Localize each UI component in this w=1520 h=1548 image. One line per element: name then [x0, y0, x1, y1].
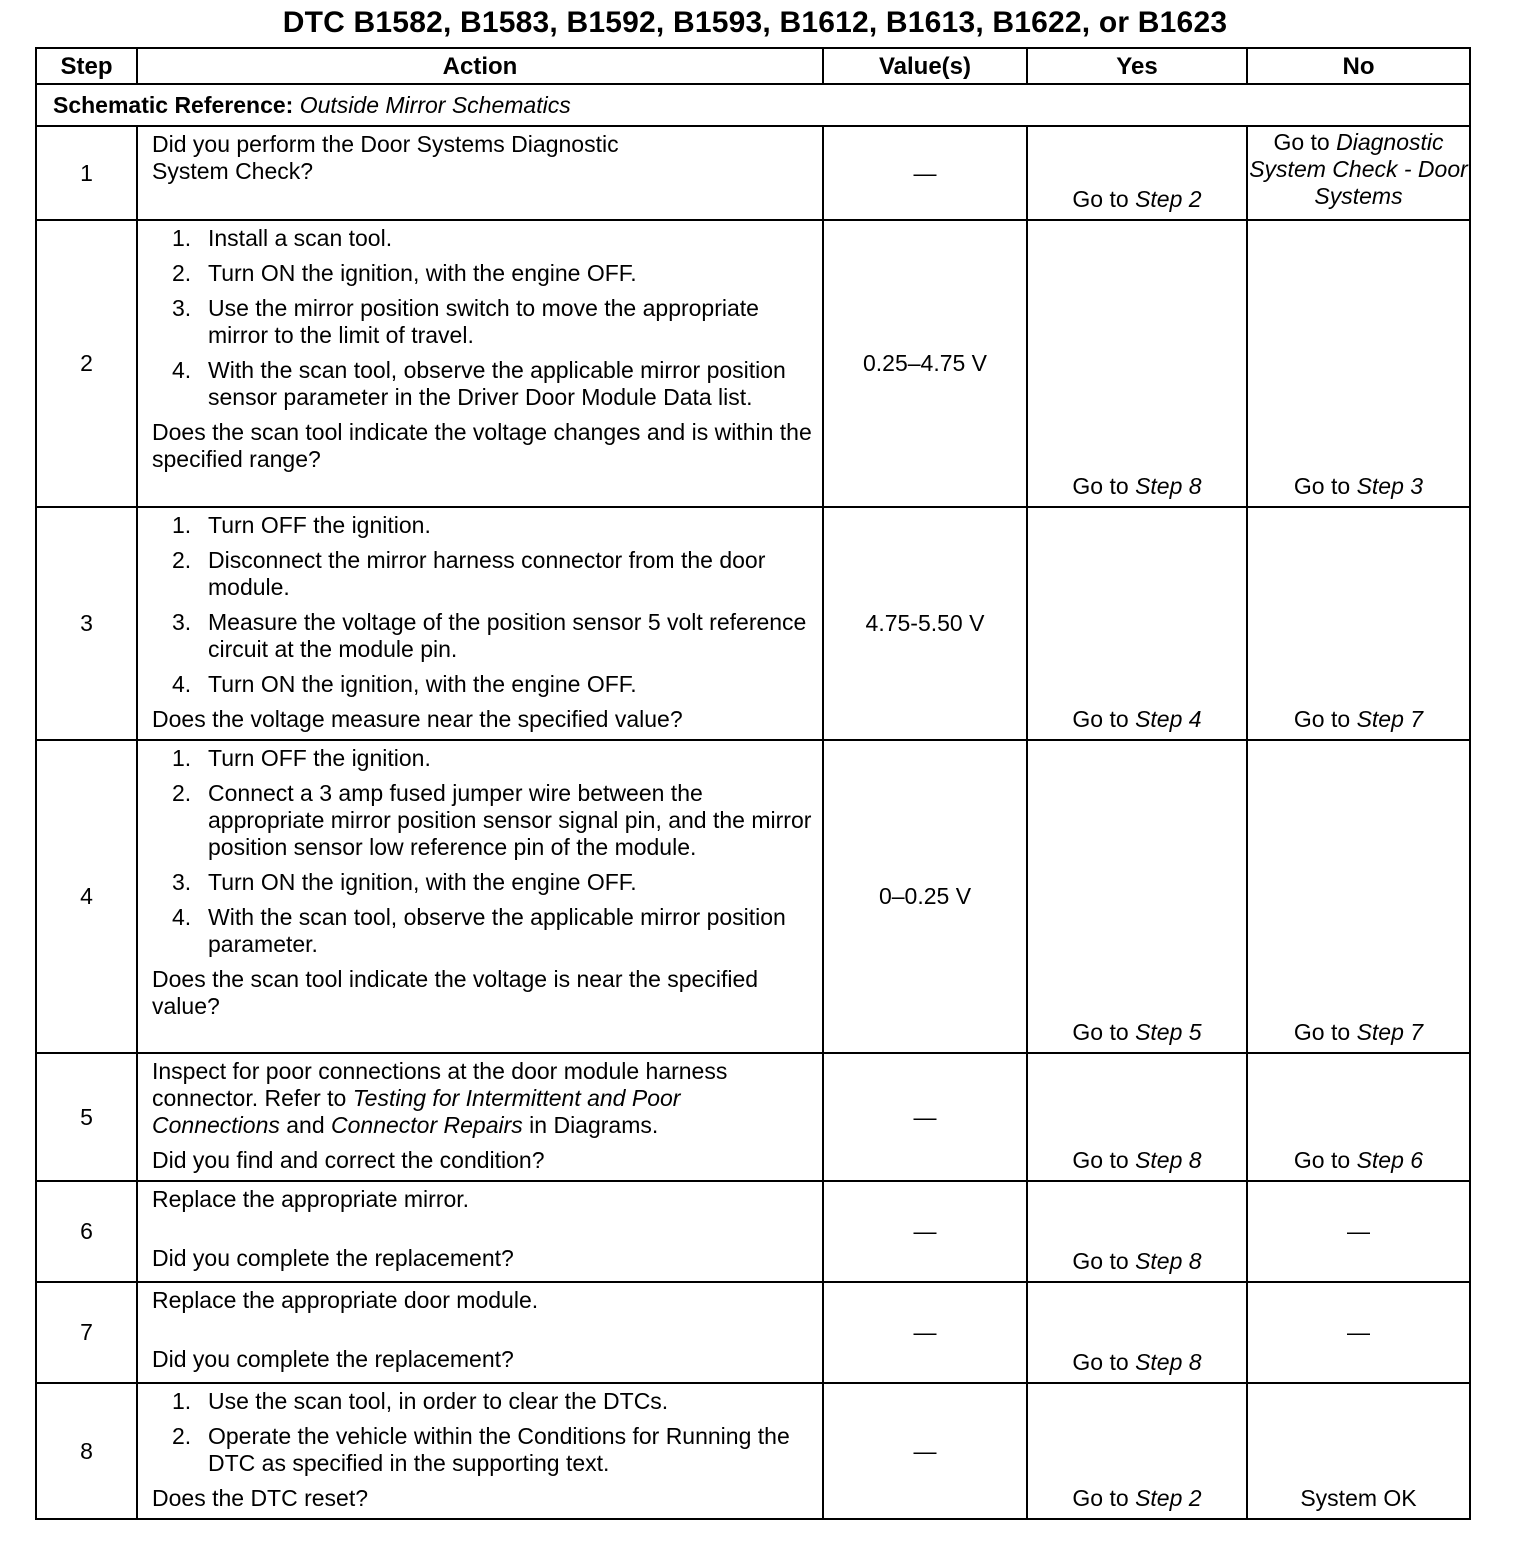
- step-number: 4: [36, 740, 137, 1053]
- list-item: 1. Turn OFF the ignition.: [172, 745, 431, 771]
- action-cell: [137, 1282, 823, 1383]
- action-instruction: Replace the appropriate door module.: [152, 1287, 539, 1313]
- action-question: Does the scan tool indicate the voltage is near the specified value?: [152, 966, 759, 1019]
- action-cell: [137, 1053, 823, 1181]
- header-row: [36, 48, 1470, 84]
- yes-cell: [1027, 1282, 1247, 1383]
- step-number: 8: [36, 1383, 137, 1519]
- yes-cell: [1027, 507, 1247, 740]
- yes-prefix: Go to: [1072, 1485, 1129, 1511]
- action-cell: [137, 507, 823, 740]
- yes-step-link: Step 4: [1135, 706, 1202, 732]
- value-cell: —: [823, 1282, 1027, 1383]
- schematic-label: Schematic Reference:: [53, 91, 294, 118]
- yes-cell: [1027, 740, 1247, 1053]
- no-cell: [1247, 740, 1470, 1053]
- list-item: 2. Connect a 3 amp fused jumper wire between the appropriate mirror position sensor signal pin, and the mirror position sensor low reference pin of the module.: [172, 780, 812, 860]
- yes-step-link: Step 5: [1135, 1019, 1202, 1045]
- action-question: Did you complete the replacement?: [152, 1346, 514, 1372]
- action-steps-list: [152, 512, 812, 698]
- page-title: DTC B1582, B1583, B1592, B1593, B1612, B1613, B1622, or B1623: [282, 6, 1228, 39]
- yes-cell: [1027, 220, 1247, 507]
- list-item: 2. Disconnect the mirror harness connector from the door module.: [172, 547, 766, 600]
- header-action: Action: [137, 48, 823, 84]
- list-item: 4. With the scan tool, observe the applicable mirror position parameter.: [172, 904, 786, 957]
- yes-cell: [1027, 1181, 1247, 1282]
- no-step-link: Step 6: [1356, 1147, 1424, 1173]
- list-item: 3. Turn ON the ignition, with the engine OFF.: [172, 869, 637, 895]
- list-item: 3. Use the mirror position switch to move the appropriate mirror to the limit of travel.: [172, 295, 759, 348]
- table-row-step-1: [36, 126, 1470, 220]
- schematic-link: Outside Mirror Schematics: [299, 91, 571, 118]
- diagnostic-table: [35, 47, 1471, 1520]
- list-item: 3. Measure the voltage of the position sensor 5 volt reference circuit at the module pin.: [172, 609, 807, 662]
- action-instruction: Replace the appropriate mirror.: [152, 1186, 470, 1212]
- action-instruction: Inspect for poor connections at the door module harness connector. Refer to Testing for Intermittent and Poor Connections and Connector Repairs in Diagrams.: [152, 1058, 728, 1138]
- no-cell: [1247, 220, 1470, 507]
- no-cell: [1247, 1053, 1470, 1181]
- no-step-link: Step 7: [1356, 706, 1424, 732]
- no-cell: [1247, 126, 1470, 220]
- no-cell: —: [1247, 1181, 1470, 1282]
- action-question: Did you perform the Door Systems Diagnostic System Check?: [152, 131, 619, 184]
- action-question: Did you find and correct the condition?: [152, 1147, 545, 1173]
- action-cell: [137, 220, 823, 507]
- schematic-reference: [36, 84, 1470, 126]
- value-cell: —: [823, 1053, 1027, 1181]
- table-row-step-6: [36, 1181, 1470, 1282]
- no-step-link: Diagnostic System Check - Door Systems: [1249, 129, 1468, 209]
- header-step: Step: [36, 48, 137, 84]
- list-item: 1. Turn OFF the ignition.: [172, 512, 431, 538]
- list-item: 1. Install a scan tool.: [172, 225, 393, 251]
- value-cell: 0–0.25 V: [823, 740, 1027, 1053]
- list-item: 1. Use the scan tool, in order to clear the DTCs.: [172, 1388, 669, 1414]
- header-yes: Yes: [1027, 48, 1247, 84]
- yes-prefix: Go to: [1072, 1019, 1129, 1045]
- table-row-step-7: [36, 1282, 1470, 1383]
- action-steps-list: [152, 1388, 812, 1477]
- yes-cell: [1027, 1383, 1247, 1519]
- action-question: Does the voltage measure near the specified value?: [152, 706, 683, 732]
- step-number: 2: [36, 220, 137, 507]
- reference-link: Connector Repairs: [331, 1112, 523, 1138]
- action-cell: [137, 740, 823, 1053]
- header-values: Value(s): [823, 48, 1027, 84]
- yes-prefix: Go to: [1072, 186, 1129, 212]
- yes-step-link: Step 2: [1135, 186, 1202, 212]
- no-step-link: Step 7: [1356, 1019, 1424, 1045]
- step-number: 3: [36, 507, 137, 740]
- yes-prefix: Go to: [1072, 1248, 1129, 1274]
- list-item: 2. Operate the vehicle within the Conditions for Running the DTC as specified in the supporting text.: [172, 1423, 790, 1476]
- value-cell: —: [823, 1181, 1027, 1282]
- value-cell: —: [823, 126, 1027, 220]
- action-cell: [137, 1383, 823, 1519]
- no-cell: —: [1247, 1282, 1470, 1383]
- no-prefix: Go to: [1273, 129, 1330, 155]
- table-row-step-5: [36, 1053, 1470, 1181]
- yes-prefix: Go to: [1072, 706, 1129, 732]
- yes-step-link: Step 8: [1135, 1248, 1202, 1274]
- yes-step-link: Step 8: [1135, 1147, 1202, 1173]
- list-item: 4. With the scan tool, observe the applicable mirror position sensor parameter in the Driver Door Module Data list.: [172, 357, 786, 410]
- header-no: No: [1247, 48, 1470, 84]
- table-row-step-8: [36, 1383, 1470, 1519]
- yes-cell: [1027, 126, 1247, 220]
- no-step-link: Step 3: [1356, 473, 1424, 499]
- yes-cell: [1027, 1053, 1247, 1181]
- step-number: 6: [36, 1181, 137, 1282]
- action-steps-list: [152, 745, 812, 958]
- action-cell: [137, 1181, 823, 1282]
- table-row-step-4: [36, 740, 1470, 1053]
- step-number: 7: [36, 1282, 137, 1383]
- yes-prefix: Go to: [1072, 1147, 1129, 1173]
- no-prefix: Go to: [1293, 473, 1351, 499]
- action-question: Does the scan tool indicate the voltage changes and is within the specified range?: [152, 419, 812, 472]
- step-number: 1: [36, 126, 137, 220]
- step-number: 5: [36, 1053, 137, 1181]
- no-prefix: Go to: [1293, 706, 1351, 732]
- yes-prefix: Go to: [1072, 1349, 1129, 1375]
- yes-step-link: Step 8: [1135, 473, 1202, 499]
- table-row-step-3: [36, 507, 1470, 740]
- value-cell: 4.75-5.50 V: [823, 507, 1027, 740]
- action-question: Did you complete the replacement?: [152, 1245, 514, 1271]
- value-cell: —: [823, 1383, 1027, 1519]
- yes-step-link: Step 2: [1135, 1485, 1202, 1511]
- no-cell: [1247, 507, 1470, 740]
- table-row-step-2: [36, 220, 1470, 507]
- yes-step-link: Step 8: [1135, 1349, 1202, 1375]
- reference-link: Testing for Intermittent and Poor Connections: [152, 1085, 681, 1138]
- schematic-row: [36, 84, 1470, 126]
- no-prefix: Go to: [1293, 1019, 1351, 1045]
- value-cell: 0.25–4.75 V: [823, 220, 1027, 507]
- list-item: 2. Turn ON the ignition, with the engine OFF.: [172, 260, 637, 286]
- action-cell: [137, 126, 823, 220]
- list-item: 4. Turn ON the ignition, with the engine OFF.: [172, 671, 637, 697]
- no-cell: System OK: [1247, 1383, 1470, 1519]
- action-steps-list: [152, 225, 812, 411]
- yes-prefix: Go to: [1072, 473, 1129, 499]
- action-question: Does the DTC reset?: [152, 1485, 369, 1511]
- no-prefix: Go to: [1293, 1147, 1351, 1173]
